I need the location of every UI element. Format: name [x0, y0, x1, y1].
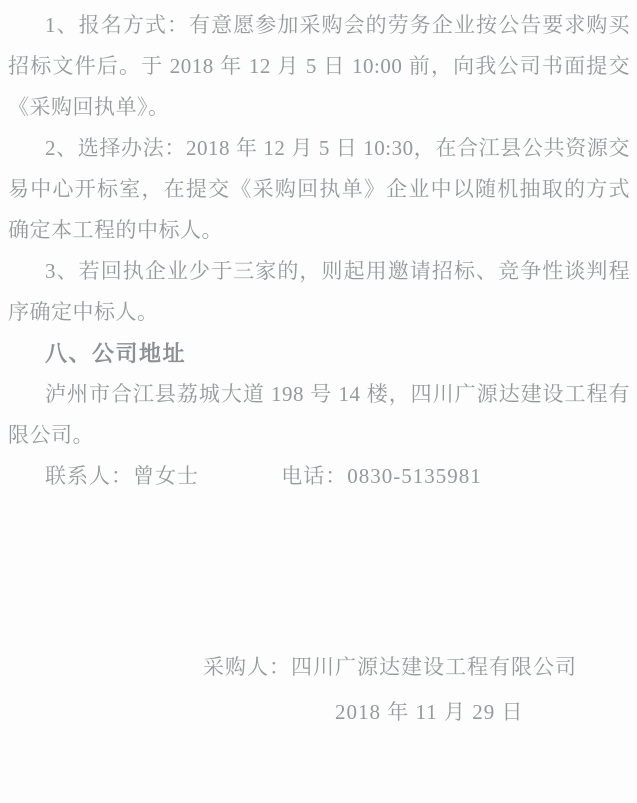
signature-block [8, 647, 630, 733]
contact-phone: 电话：0830-5135981 [281, 464, 482, 488]
paragraph-fallback-procedure: 3、若回执企业少于三家的，则起用邀请招标、竞争性谈判程序确定中标人。 [8, 259, 630, 324]
paragraph-registration-method: 1、报名方式：有意愿参加采购会的劳务企业按公告要求购买招标文件后。于 2018 年 12 月 5 日 10:00 前，向我公司书面提交《采购回执单》。 [8, 13, 630, 119]
paragraph-company-address: 泸州市合江县荔城大道 198 号 14 楼，四川广源达建设工程有限公司。 [8, 382, 630, 447]
paragraph-selection-method: 2、选择办法：2018 年 12 月 5 日 10:30，在合江县公共资源交易中心开标室，在提交《采购回执单》企业中以随机抽取的方式确定本工程的中标人。 [8, 136, 630, 242]
signature-buyer: 采购人：四川广源达建设工程有限公司 [203, 655, 577, 679]
section-heading-company-address: 八、公司地址 [45, 341, 187, 366]
contact-person: 联系人：曾女士 [45, 464, 199, 488]
contact-line [8, 456, 630, 497]
signature-date: 2018 年 11 月 29 日 [335, 700, 524, 724]
